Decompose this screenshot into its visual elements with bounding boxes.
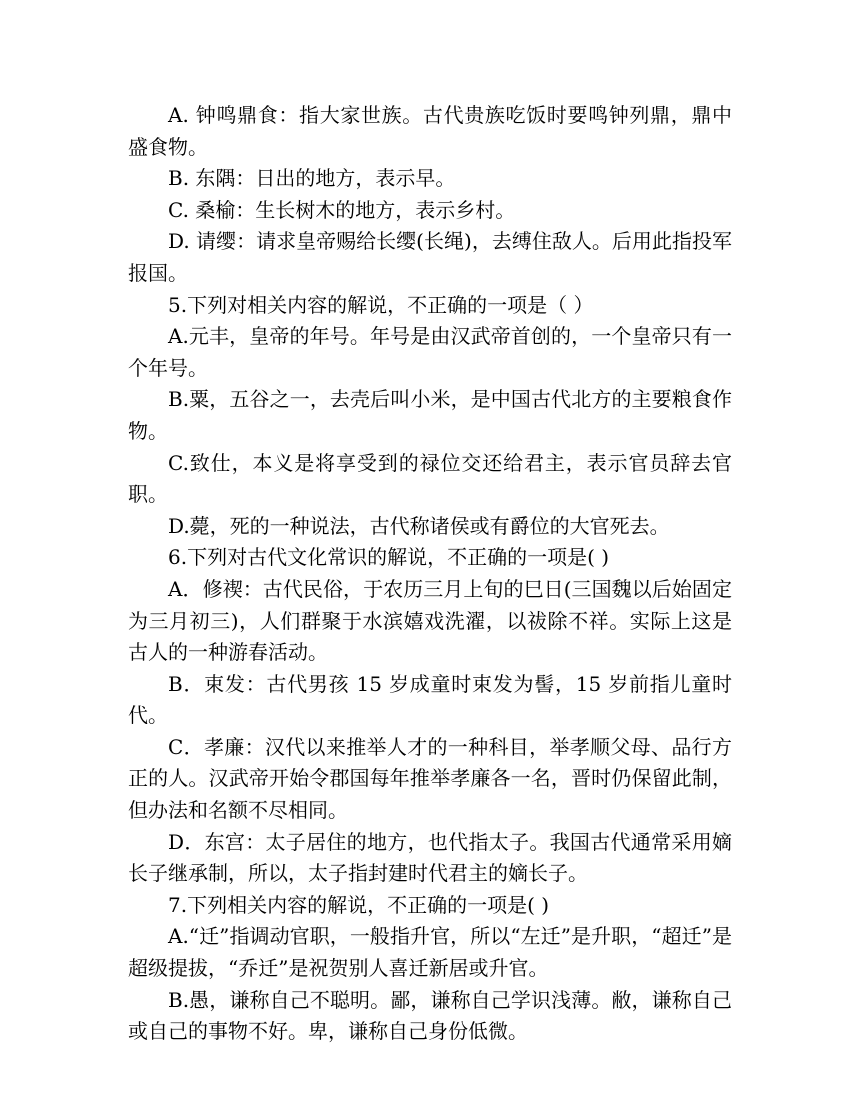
q7-option-a: A.“迁”指调动官职，一般指升官，所以“左迁”是升职，“超迁”是超级提拔，“乔迁”是祝贺别人喜迁新居或升官。	[128, 924, 732, 981]
option-d-qingying: D. 请缨：请求皇帝赐给长缨(长绳)，去缚住敌人。后用此指投军报国。	[128, 229, 732, 285]
q6-option-b: B．束发：古代男孩 15 岁成童时束发为髻，15 岁前指儿童时代。	[128, 671, 732, 728]
q6-option-a: A．修禊：古代民俗，于农历三月上旬的巳日(三国魏以后始固定为三月初三)，人们群聚于水滨嬉戏洗濯，以祓除不祥。实际上这是古人的一种游春活动。	[128, 576, 732, 665]
q5-option-a: A.元丰，皇帝的年号。年号是由汉武帝首创的，一个皇帝只有一个年号。	[128, 324, 732, 380]
q7-option-b: B.愚，谦称自己不聪明。鄙，谦称自己学识浅薄。敝，谦称自己或自己的事物不好。卑，谦称自己身份低微。	[128, 987, 732, 1044]
q5-option-b: B.粟，五谷之一，去壳后叫小米，是中国古代北方的主要粮食作物。	[128, 387, 732, 443]
q5-option-c: C.致仕，本义是将享受到的禄位交还给君主，表示官员辞去官职。	[128, 450, 732, 507]
option-c-sangyu: C. 桑榆：生长树木的地方，表示乡村。	[168, 197, 516, 222]
option-a-zhongmingdingshi: A. 钟鸣鼎食：指大家世族。古代贵族吃饭时要鸣钟列鼎，鼎中盛食物。	[128, 103, 732, 159]
question-6: 6.下列对古代文化常识的解说，不正确的一项是( )	[168, 545, 610, 570]
question-5: 5.下列对相关内容的解说，不正确的一项是（ ）	[168, 292, 594, 317]
q6-option-c: C．孝廉：汉代以来推举人才的一种科目，举孝顺父母、品行方正的人。汉武帝开始令郡国每年推举孝廉各一名，晋时仍保留此制，但办法和名额不尽相同。	[128, 734, 732, 823]
option-b-dongyu: B. 东隅：日出的地方，表示早。	[168, 166, 456, 191]
q5-option-d: D.薨，死的一种说法，古代称诸侯或有爵位的大官死去。	[168, 513, 670, 538]
q6-option-d: D．东宫：太子居住的地方，也代指太子。我国古代通常采用嫡长子继承制，所以，太子指封建时代君主的嫡长子。	[128, 829, 732, 886]
question-7: 7.下列相关内容的解说，不正确的一项是( )	[168, 892, 550, 917]
document-page	[128, 100, 732, 1048]
